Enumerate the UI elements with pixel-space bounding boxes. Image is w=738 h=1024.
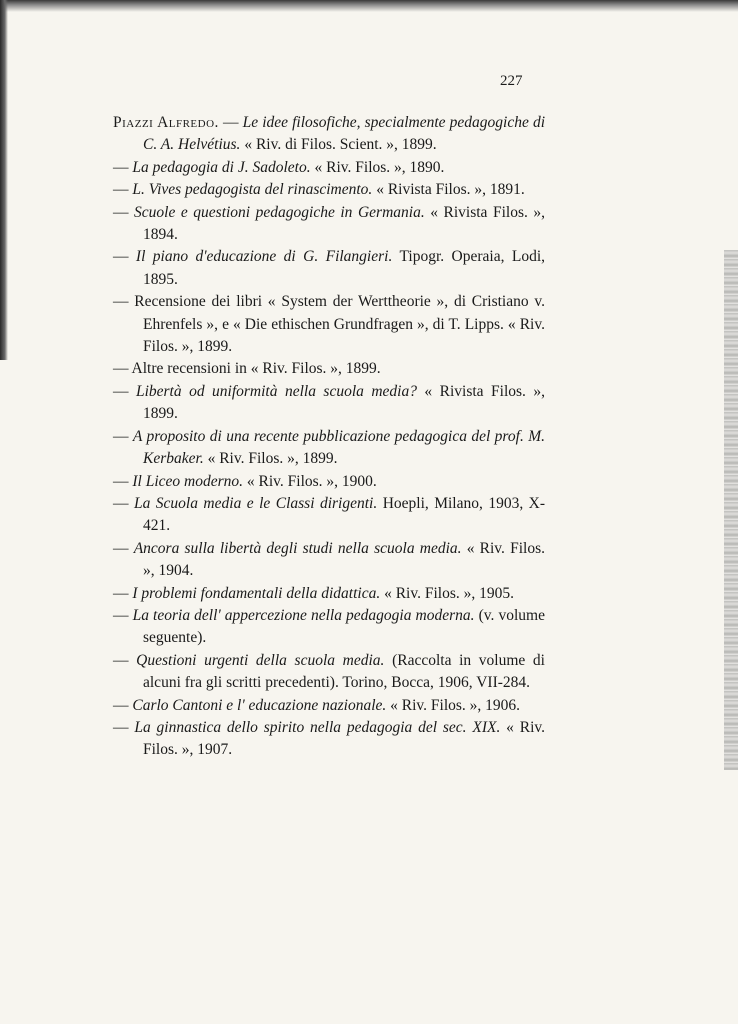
author-name: Piazzi Alfredo. bbox=[113, 114, 219, 131]
work-citation: « Riv. Filos. », 1904. bbox=[143, 539, 545, 580]
bibliography-entry: — Il piano d'educazione di G. Filangieri. Tipogr. Operaia, Lodi, 1895. bbox=[113, 248, 546, 288]
work-title: Carlo Cantoni e l' educazione nazionale. bbox=[132, 696, 387, 714]
bibliography-entry: — Altre recensioni in « Riv. Filos. », 1899. bbox=[113, 360, 381, 378]
work-citation: « Riv. Filos. », 1900. bbox=[243, 472, 377, 490]
bibliography-entry: — Scuole e questioni pedagogiche in Germania. « Rivista Filos. », 1894. bbox=[113, 203, 546, 244]
bibliography-entry: — Questioni urgenti della scuola media. (Raccolta in volume di alcuni fra gli scritti precedenti). Torino, Bocca, 1906, VII-284. bbox=[113, 651, 545, 692]
work-citation: « Riv. Filos. », 1905. bbox=[380, 584, 514, 602]
bibliography-entry: — Ancora sulla libertà degli studi nella scuola media. « Riv. Filos. », 1904. bbox=[113, 539, 545, 580]
work-title: A proposito di una recente pubblicazione pedagogica del prof. M. Kerbaker. bbox=[132, 427, 546, 468]
work-title: I problemi fondamentali della didattica. bbox=[132, 584, 381, 602]
work-citation: (v. volume seguente). bbox=[143, 606, 545, 647]
work-citation: Hoepli, Milano, 1903, X-421. bbox=[143, 494, 545, 535]
bibliography-entry: — La Scuola media e le Classi dirigenti. Hoepli, Milano, 1903, X-421. bbox=[113, 494, 545, 535]
work-citation: « Riv. di Filos. Scient. », 1899. bbox=[240, 136, 437, 154]
bibliography-entry: — A proposito di una recente pubblicazione pedagogica del prof. M. Kerbaker. « Riv. Filos. », 1899. bbox=[113, 427, 546, 468]
page-number: 227 bbox=[500, 73, 523, 89]
work-title: La pedagogia di J. Sadoleto. bbox=[132, 158, 311, 176]
bibliography-entry: — I problemi fondamentali della didattica. « Riv. Filos. », 1905. bbox=[113, 584, 514, 602]
bibliography-entry: — Libertà od uniformità nella scuola media? « Rivista Filos. », 1899. bbox=[113, 382, 546, 423]
work-citation: Tipogr. Operaia, Lodi, 1895. bbox=[143, 248, 546, 288]
bibliography-list bbox=[113, 112, 545, 762]
work-title: Libertà od uniformità nella scuola media? bbox=[135, 382, 417, 400]
work-citation: « Riv. Filos. », 1906. bbox=[386, 696, 521, 714]
work-title: La Scuola media e le Classi dirigenti. bbox=[133, 494, 378, 512]
scan-edge-top bbox=[0, 0, 738, 12]
work-title: Il Liceo moderno. bbox=[132, 472, 244, 490]
work-citation: « Rivista Filos. », 1899. bbox=[143, 382, 546, 423]
work-citation: « Rivista Filos. », 1891. bbox=[372, 181, 525, 199]
scan-edge-right bbox=[724, 250, 738, 770]
bibliography-entry: Piazzi Alfredo. — Le idee filosofiche, specialmente pedagogiche di C. A. Helvétius. « Riv. di Filos. Scient. », 1899. bbox=[113, 114, 545, 154]
bibliography-entry: — Recensione dei libri « System der Werttheorie », di Cristiano v. Ehrenfels », e « Die ethischen Grundfragen », di T. Lipps. « Riv. Filos. », 1899. bbox=[113, 293, 545, 356]
work-title: La ginnastica dello spirito nella pedagogia del sec. XIX. bbox=[134, 718, 501, 736]
work-title: L. Vives pedagogista del rinascimento. bbox=[132, 181, 373, 199]
bibliography-entry: — Il Liceo moderno. « Riv. Filos. », 1900. bbox=[113, 472, 377, 490]
work-citation: « Riv. Filos. », 1899. bbox=[203, 450, 338, 468]
work-citation: « Riv. Filos. », 1890. bbox=[310, 158, 445, 176]
work-citation: (Raccolta in volume di alcuni fra gli scritti precedenti). Torino, Bocca, 1906, VII-284. bbox=[143, 651, 545, 692]
bibliography-entry: — L. Vives pedagogista del rinascimento. « Rivista Filos. », 1891. bbox=[113, 181, 525, 199]
work-title: Il piano d'educazione di G. Filangieri. bbox=[135, 248, 393, 266]
work-title: La teoria dell' appercezione nella pedagogia moderna. bbox=[132, 606, 475, 624]
work-title: Le idee filosofiche, specialmente pedagogiche di C. A. Helvétius. bbox=[143, 114, 545, 154]
work-citation: Recensione dei libri « System der Werttheorie », di Cristiano v. Ehrenfels », e « Die ethischen Grundfragen », di T. Lipps. « Riv. Filos. », 1899. bbox=[134, 293, 545, 356]
bibliography-entry: — La ginnastica dello spirito nella pedagogia del sec. XIX. « Riv. Filos. », 1907. bbox=[113, 718, 546, 759]
bibliography-entry: — La teoria dell' appercezione nella pedagogia moderna. (v. volume seguente). bbox=[113, 606, 545, 647]
work-citation: Altre recensioni in « Riv. Filos. », 1899. bbox=[131, 360, 381, 378]
work-citation: « Riv. Filos. », 1907. bbox=[143, 718, 546, 759]
bibliography-entry: — La pedagogia di J. Sadoleto. « Riv. Filos. », 1890. bbox=[113, 158, 445, 176]
work-citation: « Rivista Filos. », 1894. bbox=[143, 203, 546, 244]
work-title: Scuole e questioni pedagogiche in Germania. bbox=[134, 203, 425, 221]
scan-edge-left bbox=[0, 0, 8, 360]
bibliography-entry: — Carlo Cantoni e l' educazione nazionale. « Riv. Filos. », 1906. bbox=[113, 696, 521, 714]
work-title: Questioni urgenti della scuola media. bbox=[136, 651, 385, 669]
work-title: Ancora sulla libertà degli studi nella scuola media. bbox=[133, 539, 462, 557]
